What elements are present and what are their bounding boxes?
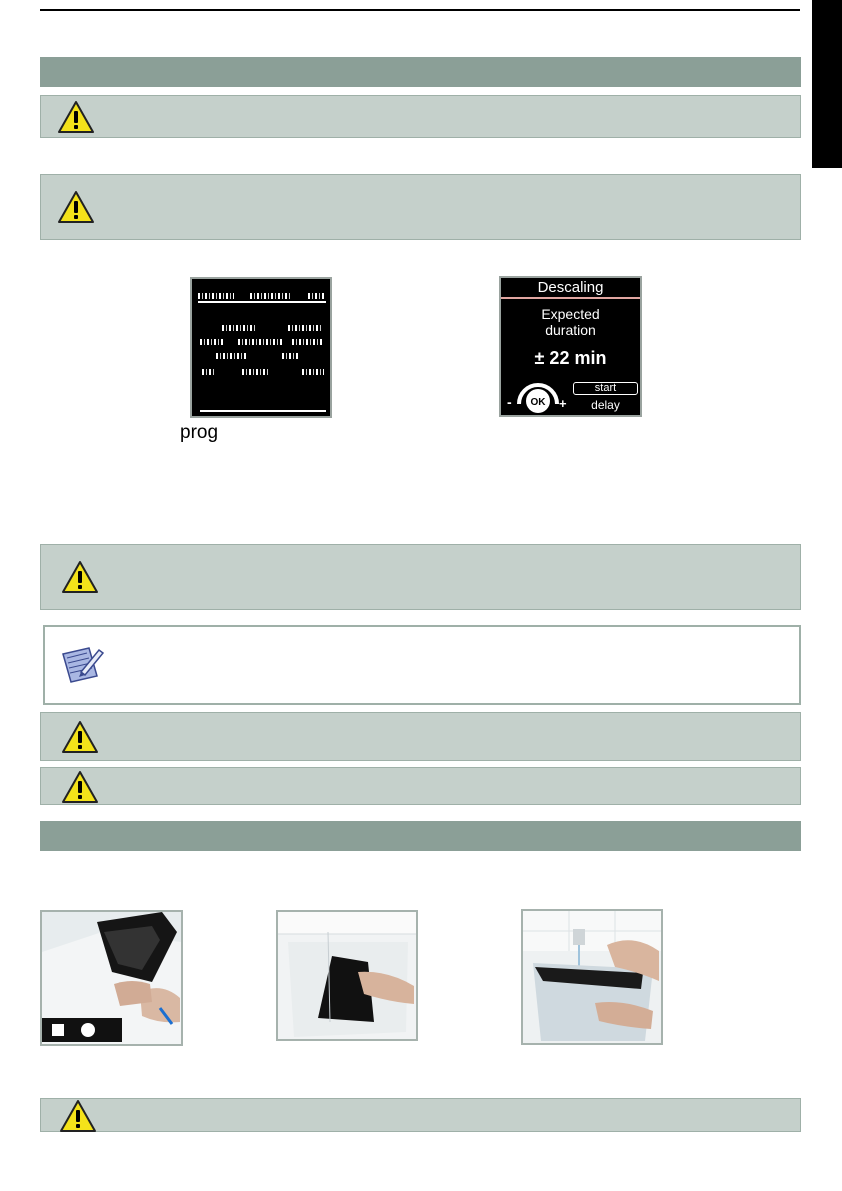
screen-line-expected: Expected	[541, 306, 600, 322]
language-tab	[812, 0, 842, 168]
photo-remove-filter	[40, 910, 183, 1046]
screen-start-option: start	[573, 382, 638, 395]
warning-triangle-icon	[61, 560, 99, 594]
ok-label: OK	[530, 397, 546, 408]
display-screen-garbled	[190, 277, 332, 418]
section-header-1	[40, 57, 801, 87]
warning-box-6	[40, 1098, 801, 1132]
photo-pull-filter	[276, 910, 418, 1041]
photo-rinse-tank	[521, 909, 663, 1045]
warning-triangle-icon	[61, 720, 99, 754]
ok-dial-icon	[503, 374, 573, 416]
display-screen-descaling	[499, 276, 642, 417]
warning-box-1	[40, 95, 801, 138]
warning-triangle-icon	[57, 100, 95, 134]
screen-line-duration-label: duration	[545, 322, 596, 338]
warning-triangle-icon	[61, 770, 99, 804]
note-box	[43, 625, 801, 705]
warning-box-2	[40, 174, 801, 240]
warning-triangle-icon	[57, 190, 95, 224]
minus-sign: -	[507, 394, 512, 410]
screen-duration-value: ± 22 min	[534, 348, 607, 368]
screen-delay-option: delay	[591, 398, 620, 412]
warning-box-5	[40, 767, 801, 805]
note-pad-icon	[59, 644, 105, 686]
figure-caption: prog	[180, 422, 219, 443]
section-header-2	[40, 821, 801, 851]
warning-box-3	[40, 544, 801, 610]
warning-triangle-icon	[59, 1099, 97, 1133]
plus-sign: +	[559, 396, 567, 411]
warning-box-4	[40, 712, 801, 761]
screen-title: Descaling	[501, 278, 640, 299]
header-rule	[40, 9, 800, 11]
